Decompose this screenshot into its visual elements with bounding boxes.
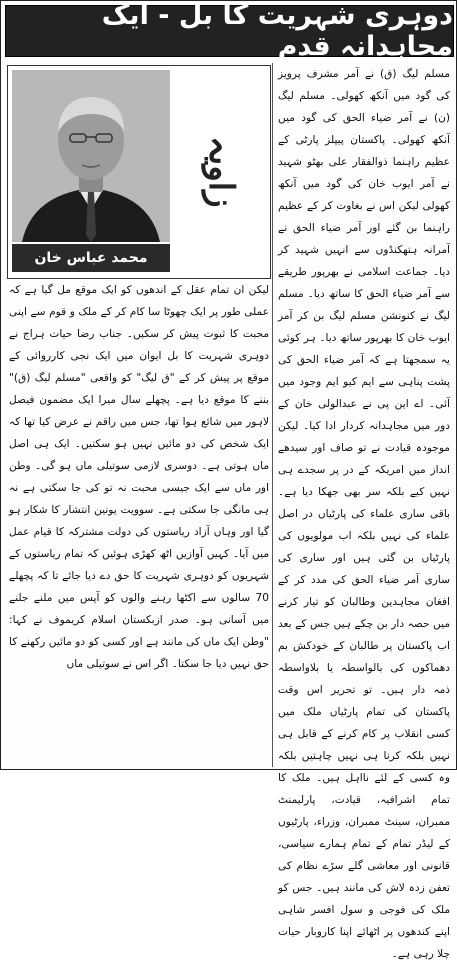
article-paragraph-right: مسلم لیگ (ق) نے آمر مشرف پرویز کی گود میں آنکھ کھولی۔ مسلم لیگ (ن) نے آمر ضیاء الحق کی گود میں آنکھ کھولی۔ پاکستان پیپلز پارٹی کے عظیم راہنما ذوالفقار علی بھٹو شہید نے آمر ایوب خان کی گود میں آنکھ کھولی لیکن اس نے بغاوت کر کے عظیم راہنما بن گئے اور آمر ضیاء الحق نے آمرانہ ہتھکنڈوں سے انہیں شہید کر دیا۔ جماعت اسلامی نے بھرپور طریقے سے آمر ضیاء الحق کا ساتھ دیا۔ مسلم لیگ نے کنونشن مسلم لیگ بن کر آمر ایوب خان کا بھرپور ساتھ دیا۔ ہر کوئی یہ سمجھتا ہے کہ آمر ضیاء الحق کی پشت پناہی سے ایم کیو ایم وجود میں آئی۔ اے این پی نے عبدالولی خان کے دور میں مجاہدانہ کردار ادا کیا۔ لیکن موجودہ قیادت نے تو صاف اور سیدھے انداز میں امریکہ کے در پر سجدے ہی نہیں کیے بلکہ سر بھی جھکا دیا ہے۔ باقی ساری علماء کی پارٹیاں در اصل علماء کی نہیں بلکہ اب مولویوں کی پارٹیاں بن گئی ہیں اور ساری کی ساری آمر ضیاء الحق کی مدد کر کے افغان مجاہدین وطالبان کو تیار کرنے میں حصہ دار بن چکے ہیں جس کے بعد اب پاکستان پر طالبان کے خودکش بم دھماکوں کی بالواسطہ یا بلاواسطہ ذمہ دار ہیں۔ تو تحریر اس وقت پاکستان کی تمام پارٹیاں ملک میں کسی انقلاب پر کام کرنے کے قابل ہی نہیں بلکہ کرنا ہی نہیں چاہتیں بلکہ وہ کسی کے لئے نااہل ہیں۔ ملک کا تمام اشرافیہ، قیادت، پارلیمنٹ ممبران، سینٹ ممبران، وزراء، پارٹیوں کے لیڈر تمام کے تمام ہمارے سیاسی، قانونی اور معاشی گلے سڑے نظام کی تعفن زدہ لاش کی مانند ہیں۔ جس کو ملک کی فوجی و سول افسر شاہی اپنے کندھوں پر اٹھائے اپنا کاروبار حیات چلا رہی ہے۔ [278, 68, 450, 960]
column-logo-text: زاویہ [201, 136, 241, 208]
author-name: محمد عباس خان [12, 244, 170, 272]
article-column-left [9, 279, 269, 769]
author-portrait-icon [12, 70, 170, 242]
column-divider [272, 63, 273, 767]
article-paragraph-left: لیکن ان تمام عقل کے اندھوں کو ایک موقع مل گیا ہے کہ عملی طور پر ایک چھوٹا سا کام کر کے ملک و قوم سے اپنی محبت کا ثبوت پیش کر سکیں۔ جناب رضا حیات ہراج نے دوہری شہریت کا بل ایوان میں ایک نجی کارروائی کے موقع پر پیش کر کے "ق لیگ" کو واقعی "مسلم لیگ (ق)" بننے کا موقع دیا ہے۔ پچھلے سال میرا ایک مضمون فیصل لاہور میں شائع ہوا تھا، جس میں راقم نے عرض کیا تھا کہ ایک شخص کی دو مائیں نہیں ہو سکتیں۔ ایک ہی اصل ماں ہوتی ہے۔ دوسری لازمی سوتیلی ماں ہو گی۔ وطن اور ماں سے ایک جیسی محبت نہ تو کی جا سکتی ہے نہ ہی مانگی جا سکتی ہے۔ سوویت یونین انتشار کا شکار ہو گیا اور وہاں آزاد ریاستوں کی دولت مشترکہ کا قیام عمل میں آیا۔ کہیں آوازیں اٹھ کھڑی ہوئیں کہ تمام ریاستوں کے شہریوں کو دوہری شہریت کا حق دے دیا جائے تا کہ پچھلے 70 سالوں سے اکٹھا رہنے والوں کو آپس میں ملنے جلنے میں آسانی ہو۔ صدر ازبکستان اسلام کریموف نے کہا: "وطن ایک ماں کی مانند ہے اور کسی کو دو مائیں رکھنے کا حق نہیں دیا جا سکتا۔ اگر اس نے سوتیلی ماں [9, 284, 269, 670]
headline-banner [5, 0, 454, 62]
headline-text: دوہری شہریت کا بل - ایک مجاہدانہ قدم [101, 0, 453, 62]
author-photo-block [7, 65, 271, 279]
article-column-right [278, 63, 450, 960]
column-logo [176, 72, 266, 272]
author-photo [12, 70, 170, 242]
